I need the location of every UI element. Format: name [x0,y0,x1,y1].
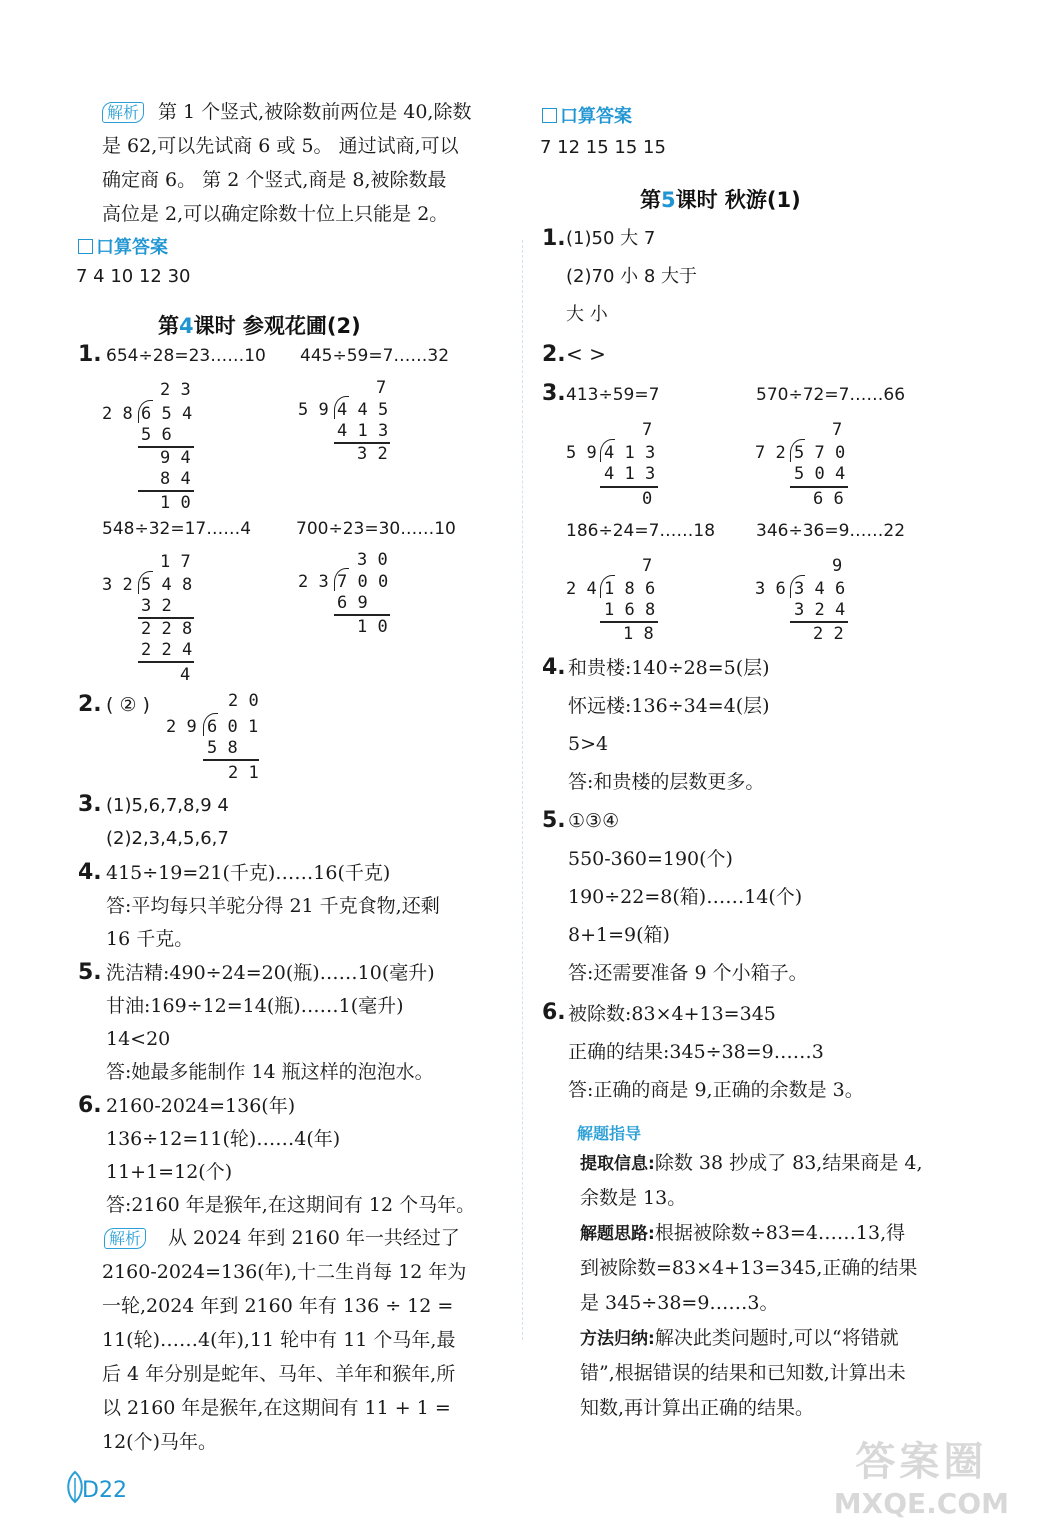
remainder: 9 4 [160,448,191,468]
answer-line: 16 千克。 [106,928,194,950]
remainder: 6 6 [813,489,844,509]
checkbox-icon [542,108,557,123]
answer-line: (1)5,6,7,8,9 4 [106,795,229,816]
analysis-line: 高位是 2,可以确定除数十位上只能是 2。 [102,203,449,225]
answer-line: 550-360=190(个) [568,848,733,870]
question-number: 6. [542,1000,566,1025]
question-number: 4. [542,655,566,680]
analysis-line: 11(轮)……4(年),11 轮中有 11 个马年,最 [102,1329,456,1351]
dividend: 4 4 5 [337,400,389,420]
subtrahend: 3 2 [141,596,172,616]
subtrahend: 3 2 4 [794,600,846,620]
remainder: 1 0 [357,617,388,637]
equation: 413÷59=7 [566,385,660,405]
guide-line: 余数是 13。 [580,1187,687,1209]
answer-line: 答:2160 年是猴年,在这期间有 12 个马年。 [106,1194,476,1216]
answer-text: < > [566,342,606,366]
question-number: 1. [78,342,102,367]
dividend: 7 0 0 [337,572,389,592]
divisor: 5 9 [298,400,329,420]
answer-line: ①③④ [568,810,620,832]
checkbox-icon [78,239,93,254]
quotient: 1 7 [160,552,191,572]
answer-line: 136÷12=11(轮)……4(年) [106,1128,341,1150]
analysis-line: 12(个)马年。 [102,1431,218,1453]
analysis-line: 2160-2024=136(年),十二生肖每 12 年为 [102,1261,467,1283]
question-number: 4. [78,860,102,885]
analysis-line: 一轮,2024 年到 2160 年有 136 ÷ 12 = [102,1295,454,1317]
divisor: 7 2 [755,443,786,463]
guide-line: 是 345÷38=9……3。 [580,1292,779,1314]
quotient: 9 [832,556,843,576]
remainder: 1 0 [160,493,191,513]
divisor: 3 2 [102,575,133,595]
divisor: 2 4 [566,579,597,599]
dividend: 5 7 0 [794,443,846,463]
subtrahend: 6 9 [337,593,368,613]
subtrahend: 1 6 8 [604,600,656,620]
equation: 570÷72=7……66 [756,385,906,405]
answer-line: 答:她最多能制作 14 瓶这样的泡泡水。 [106,1061,434,1083]
remainder: 2 2 8 [141,619,193,639]
watermark-logo: 答案圈 MXQE.COM [833,1439,1009,1520]
analysis-line: 第 1 个竖式,被除数前两位是 40,除数 [158,101,472,123]
analysis-line: 后 4 年分别是蛇年、马年、羊年和猴年,所 [102,1363,456,1385]
guide-line: 解题思路:根据被除数÷83=4……13,得 [580,1222,906,1244]
answer-text: ( ② ) [106,694,150,716]
answer-line: 正确的结果:345÷38=9……3 [568,1041,824,1063]
divisor: 5 9 [566,443,597,463]
question-number: 2. [78,692,102,717]
remainder: 3 2 [357,444,388,464]
answer-line: 415÷19=21(千克)……16(千克) [106,862,391,884]
answer-line: 甘油:169÷12=14(瓶)……1(毫升) [106,995,404,1017]
analysis-line: 从 2024 年到 2160 年一共经过了 [168,1227,460,1249]
analysis-line: 确定商 6。 第 2 个竖式,商是 8,被除数最 [102,169,447,191]
divisor: 2 9 [166,717,197,737]
question-number: 5. [542,808,566,833]
rule [138,661,194,663]
analysis-line: 以 2160 年是猴年,在这期间有 11 + 1 = [102,1397,451,1419]
guide-line: 到被除数=83×4+13=345,正确的结果 [580,1257,918,1279]
analysis-line: 是 62,可以先试商 6 或 5。 通过试商,可以 [102,135,459,157]
equation: 700÷23=30……10 [296,519,456,539]
dividend: 1 8 6 [604,579,656,599]
question-number: 2. [542,342,566,367]
question-number: 3. [78,792,102,817]
answer-line: 怀远楼:136÷34=4(层) [568,695,770,717]
answer-line: 答:和贵楼的层数更多。 [568,771,765,793]
dividend: 6 0 1 [207,717,259,737]
dividend: 5 4 8 [141,575,193,595]
remainder: 1 8 [623,624,654,644]
answer-line: (2)70 小 8 大于 [566,266,698,287]
lesson-title: 第5课时 秋游(1) [640,188,801,212]
subtrahend: 5 6 [141,425,172,445]
oral-answers: 7 4 10 12 30 [76,266,191,287]
question-number: 3. [542,381,566,406]
analysis-tag: 解析 [102,102,144,123]
equation: 186÷24=7……18 [566,521,716,541]
subtrahend: 5 8 [207,738,238,758]
answer-line: 2160-2024=136(年) [106,1095,296,1117]
quotient: 7 [642,420,653,440]
answer-line: 被除数:83×4+13=345 [568,1003,776,1025]
answer-line: 14<20 [106,1028,171,1050]
answer-line: 大 小 [566,304,608,325]
guide-title: 解题指导 [577,1124,642,1143]
answer-line: (2)2,3,4,5,6,7 [106,828,229,849]
quotient: 2 3 [160,380,191,400]
oral-answers: 7 12 15 15 15 [540,137,666,158]
answer-line: 5>4 [568,733,609,755]
remainder: 2 2 [813,624,844,644]
remainder: 2 1 [228,763,259,783]
answer-line: 8+1=9(箱) [568,924,670,946]
subtrahend: 8 4 [160,469,191,489]
lesson-title: 第4课时 参观花圃(2) [158,314,361,338]
oral-answers-header: 口算答案 [78,233,168,259]
quotient: 7 [642,556,653,576]
guide-line: 知数,再计算出正确的结果。 [580,1397,815,1419]
question-number: 6. [78,1093,102,1118]
page-number: D22 [82,1478,127,1503]
answer-line: 洗洁精:490÷24=20(瓶)……10(毫升) [106,962,435,984]
divisor: 3 6 [755,579,786,599]
remainder: 4 [180,665,191,685]
subtrahend: 5 0 4 [794,464,846,484]
answer-line: 190÷22=8(箱)……14(个) [568,886,803,908]
column-divider [522,240,523,1340]
guide-line: 错”,根据错误的结果和已知数,计算出未 [580,1362,906,1384]
oral-answers-header: 口算答案 [542,102,632,128]
quotient: 2 0 [228,691,259,711]
dividend: 6 5 4 [141,404,193,424]
answer-line: 答:正确的商是 9,正确的余数是 3。 [568,1079,864,1101]
dividend: 4 1 3 [604,443,656,463]
dividend: 3 4 6 [794,579,846,599]
quotient: 3 0 [357,550,388,570]
answer-line: (1)50 大 7 [566,228,656,249]
equation: 548÷32=17……4 [102,519,252,539]
divisor: 2 8 [102,404,133,424]
answer-line: 和贵楼:140÷28=5(层) [568,657,770,679]
divisor: 2 3 [298,572,329,592]
answer-line: 答:平均每只羊驼分得 21 千克食物,还剩 [106,895,440,917]
subtrahend: 2 2 4 [141,640,193,660]
guide-line: 方法归纳:解决此类问题时,可以“将错就 [580,1327,899,1349]
equation: 346÷36=9……22 [756,521,906,541]
quotient: 7 [832,420,843,440]
answer-line: 11+1=12(个) [106,1161,233,1183]
subtrahend: 4 1 3 [337,421,389,441]
analysis-tag: 解析 [104,1228,146,1249]
quotient: 7 [376,378,387,398]
question-number: 5. [78,960,102,985]
remainder: 0 [642,489,653,509]
equation: 445÷59=7……32 [300,346,450,366]
subtrahend: 4 1 3 [604,464,656,484]
guide-line: 提取信息:除数 38 抄成了 83,结果商是 4, [580,1152,923,1174]
rule [203,759,259,761]
question-number: 1. [542,226,566,251]
answer-line: 答:还需要准备 9 个小箱子。 [568,962,808,984]
equation: 654÷28=23……10 [106,346,266,366]
